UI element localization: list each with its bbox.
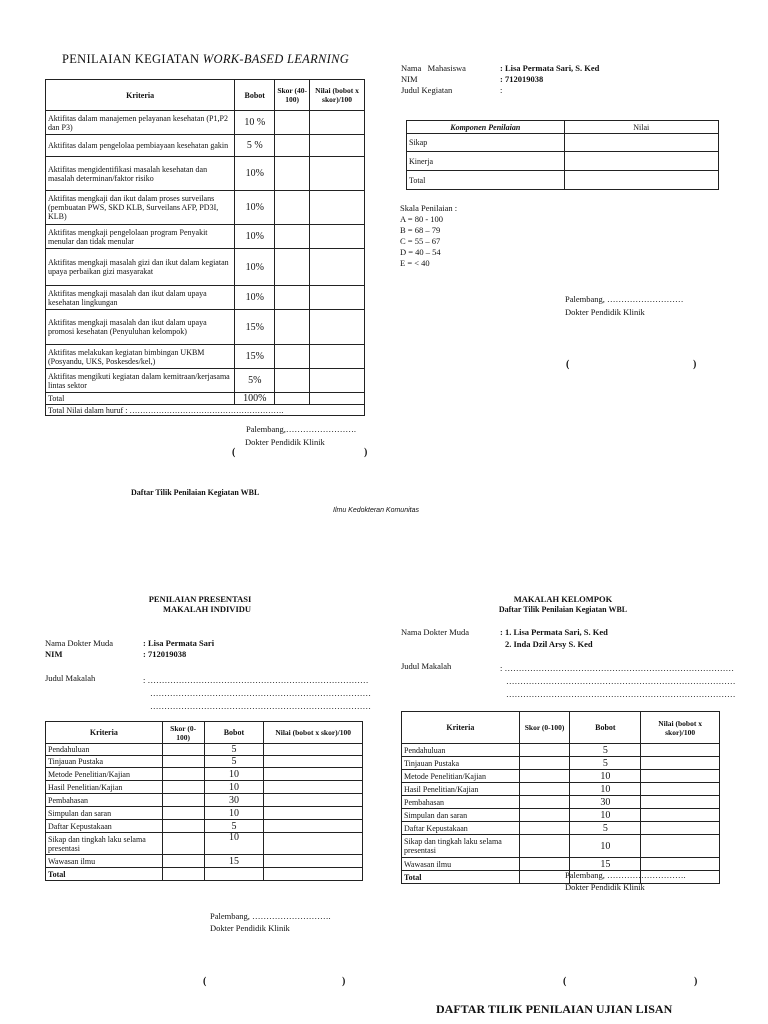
komponen-header: Komponen Penilaian [407, 121, 565, 134]
wbl-skor-cell[interactable] [275, 286, 310, 310]
individu-title1: PENILAIAN PRESENTASI [148, 594, 252, 604]
kelompok-signer: Dokter Pendidik Klinik [565, 882, 645, 892]
kelompok-bobot: 30 [570, 796, 641, 809]
kelompok-total: Total [402, 871, 520, 884]
table-row [46, 807, 363, 820]
wbl-kriteria: Aktifitas dalam pengelolaa pembiayaan kesehatan gakin [46, 135, 235, 157]
individu-header-kriteria: Kriteria [46, 722, 163, 744]
individu-nilai-cell[interactable] [264, 756, 363, 768]
individu-skor-cell[interactable] [162, 807, 204, 820]
individu-skor-cell[interactable] [162, 833, 204, 855]
individu-bobot: 30 [204, 794, 264, 807]
wbl-bobot: 10 % [235, 111, 275, 135]
wbl-skor-cell[interactable] [275, 191, 310, 225]
skala-item: A = 80 - 100 [400, 214, 444, 224]
wbl-kriteria: Aktifitas mengikuti kegiatan dalam kemitraan/kerjasama lintas sektor [46, 369, 235, 393]
kelompok-kriteria: Simpulan dan saran [402, 809, 520, 822]
wbl-nilai-cell[interactable] [310, 286, 365, 310]
wbl-caption: Daftar Tilik Penilaian Kegiatan WBL [131, 488, 260, 497]
individu-nim-value: : 712019038 [143, 649, 187, 659]
wbl-skor-cell[interactable] [275, 369, 310, 393]
table-row [46, 369, 365, 393]
individu-kriteria: Metode Penelitian/Kajian [46, 768, 163, 781]
individu-skor-cell[interactable] [162, 768, 204, 781]
kelompok-nilai-cell[interactable] [641, 757, 720, 770]
individu-nilai-cell[interactable] [264, 794, 363, 807]
individu-judul-line[interactable]: : …………………………………………………………………… [143, 675, 369, 685]
kelompok-judul-line[interactable]: : ……………………………………………………………………… [500, 663, 734, 673]
individu-skor-cell[interactable] [162, 868, 204, 881]
wbl-skor-cell[interactable] [275, 135, 310, 157]
kelompok-kriteria: Tinjauan Pustaka [402, 757, 520, 770]
kelompok-judul-label: Judul Makalah [401, 661, 452, 671]
individu-kriteria: Wawasan ilmu [46, 855, 163, 868]
skala-item: C = 55 – 67 [400, 236, 441, 246]
individu-bobot: 10 [204, 833, 264, 855]
wbl-bobot: 15% [235, 310, 275, 345]
table-row [407, 134, 719, 152]
table-row [46, 393, 365, 405]
student-nama-value: : Lisa Permata Sari, S. Ked [500, 63, 600, 73]
individu-nilai-cell[interactable] [264, 855, 363, 868]
kelompok-skor-cell[interactable] [519, 796, 570, 809]
individu-signer: Dokter Pendidik Klinik [210, 923, 290, 933]
wbl-kriteria: Aktifitas mengkaji dan ikut dalam proses surveilans (pembuatan PWS, SKD KLB, Surveilans AFP, PD3I, KLB) [46, 191, 235, 225]
skala-title: Skala Penilaian : [400, 203, 458, 213]
wbl-bobot: 10% [235, 225, 275, 249]
table-row [46, 756, 363, 768]
wbl-skor-cell[interactable] [275, 111, 310, 135]
individu-nilai-cell[interactable] [264, 833, 363, 855]
individu-bobot: 10 [204, 781, 264, 794]
wbl-bobot: 10% [235, 249, 275, 286]
komponen-table [406, 120, 719, 190]
kelompok-title2: Daftar Tilik Penilaian Kegiatan WBL [498, 605, 628, 614]
wbl-title [62, 52, 349, 67]
wbl-nilai-cell[interactable] [310, 369, 365, 393]
table-row [407, 152, 719, 171]
table-row [46, 768, 363, 781]
individu-nilai-cell[interactable] [264, 868, 363, 881]
wbl-total-bobot: 100% [235, 393, 275, 405]
wbl-skor-cell[interactable] [275, 345, 310, 369]
kelompok-kriteria: Daftar Kepustakaan [402, 822, 520, 835]
kelompok-skor-cell[interactable] [519, 757, 570, 770]
wbl-kriteria: Aktifitas mengidentifikasi masalah kesehatan dan masalah determinan/faktor risiko [46, 157, 235, 191]
individu-skor-cell[interactable] [162, 744, 204, 756]
student-nama-label: Nama Mahasiswa [401, 63, 466, 73]
table-row [402, 858, 720, 871]
kelompok-skor-cell[interactable] [519, 858, 570, 871]
kelompok-header-skor: Skor (0-100) [519, 712, 570, 744]
kelompok-kriteria: Wawasan ilmu [402, 858, 520, 871]
wbl-skor-cell[interactable] [275, 310, 310, 345]
individu-skor-cell[interactable] [162, 794, 204, 807]
kelompok-bobot: 10 [570, 835, 641, 858]
wbl-kriteria: Aktifitas melakukan kegiatan bimbingan UKBM (Posyandu, UKS, Poskesdes/kel,) [46, 345, 235, 369]
kelompok-kriteria: Sikap dan tingkah laku selama presentasi [402, 835, 520, 858]
wbl-bobot: 10% [235, 191, 275, 225]
individu-kriteria: Sikap dan tingkah laku selama presentasi [46, 833, 163, 855]
individu-kriteria: Simpulan dan saran [46, 807, 163, 820]
komponen-label: Total [407, 171, 565, 190]
table-row [402, 744, 720, 757]
individu-judul-line[interactable]: …………………………………………………………………… [150, 688, 371, 698]
table-row [46, 794, 363, 807]
komponen-label: Sikap [407, 134, 565, 152]
student-nim-label: NIM [401, 74, 418, 84]
wbl-bobot: 5% [235, 369, 275, 393]
komponen-label: Kinerja [407, 152, 565, 171]
kelompok-nilai-cell[interactable] [641, 796, 720, 809]
individu-kriteria: Tinjauan Pustaka [46, 756, 163, 768]
table-row [46, 345, 365, 369]
komponen-nilai-cell[interactable] [564, 152, 718, 171]
wbl-skor-cell[interactable] [275, 157, 310, 191]
wbl-title-prefix: PENILAIAN KEGIATAN [62, 52, 203, 66]
individu-table [45, 721, 363, 881]
kelompok-sig-close: ) [694, 976, 698, 987]
kelompok-nama-value: : 1. Lisa Permata Sari, S. Ked [500, 627, 608, 637]
kelompok-table [401, 711, 720, 884]
kelompok-skor-cell[interactable] [519, 744, 570, 757]
table-row [46, 249, 365, 286]
skala-item: B = 68 – 79 [400, 225, 441, 235]
wbl-kriteria: Aktifitas dalam manajemen pelayanan kesehatan (P1,P2 dan P3) [46, 111, 235, 135]
wbl-nilai-cell[interactable] [310, 157, 365, 191]
table-row [46, 111, 365, 135]
individu-nama-label: Nama Dokter Muda [45, 638, 113, 648]
kelompok-kriteria: Metode Penelitian/Kajian [402, 770, 520, 783]
kelompok-bobot: 15 [570, 858, 641, 871]
individu-bobot: 10 [204, 807, 264, 820]
wbl-total-label: Total [46, 393, 235, 405]
wbl-total-huruf: Total Nilai dalam huruf : …………………………………………………. [46, 405, 365, 416]
wbl-nilai-cell[interactable] [310, 191, 365, 225]
table-row [402, 783, 720, 796]
table-row [46, 868, 363, 881]
wbl-nilai-cell[interactable] [310, 393, 365, 405]
wbl-place-date: Palembang,……………………. [246, 424, 357, 434]
wbl-footer: Ilmu Kedokteran Komunitas [333, 507, 419, 514]
kelompok-bobot: 5 [570, 757, 641, 770]
individu-nama-value: : Lisa Permata Sari [143, 638, 215, 648]
wbl-skor-cell[interactable] [275, 225, 310, 249]
wbl-nilai-cell[interactable] [310, 310, 365, 345]
wbl-skor-cell[interactable] [275, 393, 310, 405]
table-row [46, 310, 365, 345]
kelompok-nilai-cell[interactable] [641, 809, 720, 822]
individu-header-skor: Skor (0-100) [162, 722, 204, 744]
wbl-title-italic: WORK-BASED LEARNING [202, 52, 350, 66]
table-row [46, 744, 363, 756]
individu-judul-line[interactable]: …………………………………………………………………… [150, 701, 371, 711]
kelompok-skor-cell[interactable] [519, 783, 570, 796]
right-signer: Dokter Pendidik Klinik [565, 307, 645, 317]
kelompok-title1: MAKALAH KELOMPOK [513, 594, 613, 604]
wbl-kriteria: Aktifitas mengkaji masalah dan ikut dalam upaya kesehatan lingkungan [46, 286, 235, 310]
skala-item: D = 40 – 54 [400, 247, 441, 257]
individu-nilai-cell[interactable] [264, 768, 363, 781]
table-row [46, 855, 363, 868]
kelompok-skor-cell[interactable] [519, 770, 570, 783]
kelompok-skor-cell[interactable] [519, 835, 570, 858]
kelompok-judul-line[interactable]: ……………………………………………………………………… [506, 689, 736, 699]
kelompok-header-bobot: Bobot [570, 712, 641, 744]
wbl-nilai-cell[interactable] [310, 225, 365, 249]
kelompok-bobot: 10 [570, 809, 641, 822]
kelompok-kriteria: Hasil Penelitian/Kajian [402, 783, 520, 796]
wbl-nilai-cell[interactable] [310, 345, 365, 369]
kelompok-nilai-cell[interactable] [641, 744, 720, 757]
bottom-title: DAFTAR TILIK PENILAIAN UJIAN LISAN [436, 1002, 673, 1016]
wbl-header-skor: Skor (40-100) [275, 80, 310, 111]
right-sig-close: ) [693, 359, 697, 370]
individu-nilai-cell[interactable] [264, 744, 363, 756]
kelompok-nama-value: 2. Inda Dzil Arsy S. Ked [505, 639, 593, 649]
komponen-nilai-cell[interactable] [564, 171, 718, 190]
individu-bobot: 5 [204, 820, 264, 833]
wbl-nilai-cell[interactable] [310, 249, 365, 286]
kelompok-skor-cell[interactable] [519, 871, 570, 884]
individu-total: Total [46, 868, 163, 881]
individu-skor-cell[interactable] [162, 756, 204, 768]
kelompok-bobot: 10 [570, 770, 641, 783]
individu-kriteria: Daftar Kepustakaan [46, 820, 163, 833]
individu-nilai-cell[interactable] [264, 781, 363, 794]
kelompok-nilai-cell[interactable] [641, 770, 720, 783]
individu-kriteria: Pendahuluan [46, 744, 163, 756]
wbl-kriteria: Aktifitas mengkaji masalah gizi dan ikut dalam kegiatan upaya perbaikan gizi masyarakat [46, 249, 235, 286]
table-row [46, 833, 363, 855]
individu-sig-open: ( [203, 976, 207, 987]
wbl-bobot: 5 % [235, 135, 275, 157]
individu-kriteria: Hasil Penelitian/Kajian [46, 781, 163, 794]
individu-judul-label: Judul Makalah [45, 673, 96, 683]
kelompok-place-date: Palembang, ………………………. [565, 870, 686, 880]
wbl-nilai-cell[interactable] [310, 135, 365, 157]
kelompok-judul-line[interactable]: ……………………………………………………………………… [506, 676, 736, 686]
student-judul-value: : [500, 85, 503, 95]
right-sig-open: ( [566, 359, 570, 370]
individu-title2: MAKALAH INDIVIDU [162, 604, 252, 614]
kelompok-kriteria: Pembahasan [402, 796, 520, 809]
wbl-signer: Dokter Pendidik Klinik [245, 437, 325, 447]
individu-place-date: Palembang, ………………………. [210, 911, 331, 921]
kelompok-sig-open: ( [563, 976, 567, 987]
kelompok-nilai-cell[interactable] [641, 858, 720, 871]
kelompok-nilai-cell[interactable] [641, 822, 720, 835]
individu-skor-cell[interactable] [162, 855, 204, 868]
kelompok-skor-cell[interactable] [519, 809, 570, 822]
individu-bobot: 5 [204, 744, 264, 756]
kelompok-header-nilai: Nilai (bobot x skor)/100 [641, 712, 720, 744]
wbl-sig-open: ( [232, 447, 236, 458]
kelompok-nilai-cell[interactable] [641, 783, 720, 796]
student-judul-label: Judul Kegiatan [401, 85, 453, 95]
kelompok-kriteria: Pendahuluan [402, 744, 520, 757]
table-row [402, 809, 720, 822]
wbl-kriteria: Aktifitas mengkaji masalah dan ikut dalam upaya promosi kesehatan (Penyuluhan kelompok) [46, 310, 235, 345]
kelompok-bobot: 5 [570, 822, 641, 835]
individu-nilai-cell[interactable] [264, 807, 363, 820]
right-place-date: Palembang, ……………………… [565, 294, 684, 304]
individu-bobot: 10 [204, 768, 264, 781]
individu-skor-cell[interactable] [162, 820, 204, 833]
table-row [46, 225, 365, 249]
table-row [46, 781, 363, 794]
skala-item: E = < 40 [400, 258, 430, 268]
nilai-header: Nilai [564, 121, 718, 134]
wbl-nilai-cell[interactable] [310, 111, 365, 135]
wbl-skor-cell[interactable] [275, 249, 310, 286]
wbl-sig-close: ) [364, 447, 368, 458]
table-row [402, 757, 720, 770]
individu-bobot-cell [204, 868, 264, 881]
wbl-table [45, 79, 365, 416]
kelompok-nilai-cell[interactable] [641, 835, 720, 858]
individu-bobot: 5 [204, 756, 264, 768]
kelompok-bobot: 5 [570, 744, 641, 757]
wbl-bobot: 10% [235, 286, 275, 310]
individu-skor-cell[interactable] [162, 781, 204, 794]
table-row [46, 286, 365, 310]
table-row [46, 157, 365, 191]
kelompok-header-kriteria: Kriteria [402, 712, 520, 744]
kelompok-skor-cell[interactable] [519, 822, 570, 835]
wbl-kriteria: Aktifitas mengkaji pengelolaan program Penyakit menular dan tidak menular [46, 225, 235, 249]
kelompok-bobot: 10 [570, 783, 641, 796]
table-row [402, 796, 720, 809]
wbl-header-bobot: Bobot [235, 80, 275, 111]
individu-nilai-cell[interactable] [264, 820, 363, 833]
wbl-header-nilai: Nilai (bobot x skor)/100 [310, 80, 365, 111]
table-row [402, 770, 720, 783]
individu-header-bobot: Bobot [204, 722, 264, 744]
komponen-nilai-cell[interactable] [564, 134, 718, 152]
individu-bobot: 15 [204, 855, 264, 868]
individu-nim-label: NIM [45, 649, 63, 659]
wbl-header-kriteria: Kriteria [46, 80, 235, 111]
individu-header-nilai: Nilai (bobot x skor)/100 [264, 722, 363, 744]
table-row [46, 135, 365, 157]
kelompok-nama-label: Nama Dokter Muda [401, 627, 469, 637]
individu-kriteria: Pembahasan [46, 794, 163, 807]
table-row [46, 820, 363, 833]
wbl-bobot: 10% [235, 157, 275, 191]
table-row [402, 835, 720, 858]
table-row [46, 405, 365, 416]
table-row [46, 191, 365, 225]
individu-sig-close: ) [342, 976, 346, 987]
table-row [402, 822, 720, 835]
table-row [407, 171, 719, 190]
wbl-bobot: 15% [235, 345, 275, 369]
student-nim-value: : 712019038 [500, 74, 544, 84]
